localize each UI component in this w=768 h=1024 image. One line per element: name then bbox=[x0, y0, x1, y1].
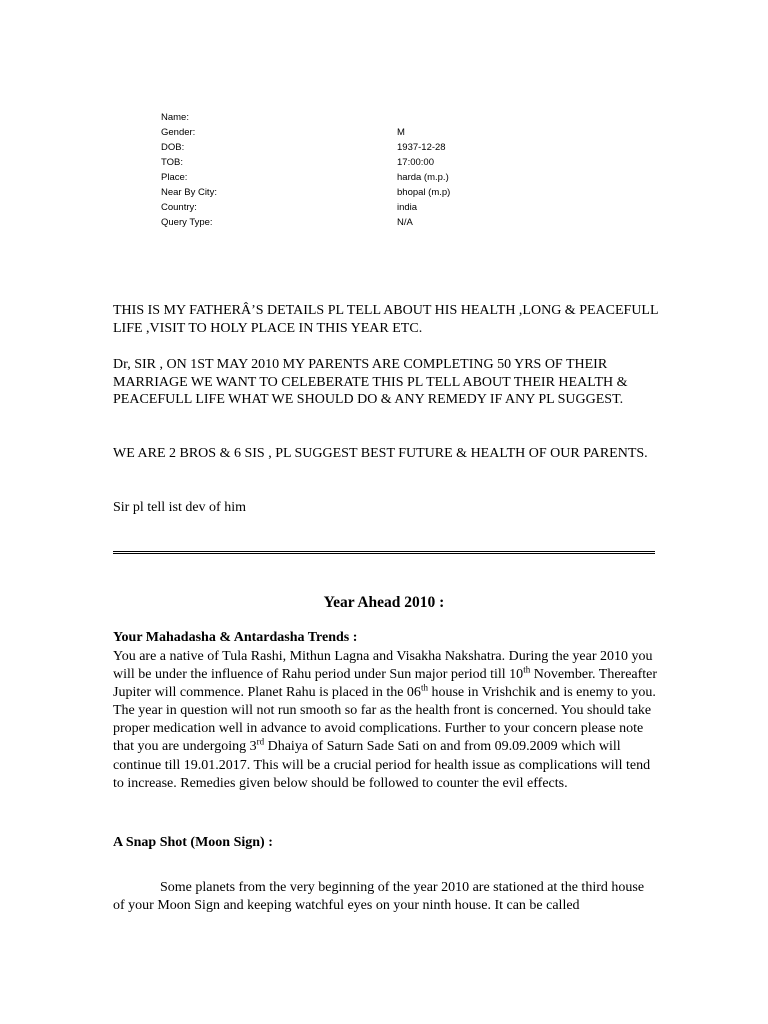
detail-value bbox=[397, 110, 481, 125]
detail-label: DOB: bbox=[161, 142, 185, 153]
detail-label: Country: bbox=[161, 202, 197, 213]
detail-row-gender bbox=[161, 125, 481, 140]
detail-value: india bbox=[397, 202, 418, 213]
detail-value: N/A bbox=[397, 217, 413, 228]
ordinal-suffix: th bbox=[523, 664, 531, 675]
mahadasha-paragraph bbox=[113, 648, 658, 793]
mahadasha-text-4: Dhaiya of Saturn Sade Sati on and from 09.09.2009 which will continue till 19.01.2017. This will be a crucial period for health issue as complications will tend to increase. Remedies given below should be followed to counter the evil effects. bbox=[113, 739, 651, 791]
snapshot-paragraph: Some planets from the very beginning of the year 2010 are stationed at the third house of your Moon Sign and keeping watchful eyes on your ninth house. It can be called bbox=[113, 880, 645, 914]
detail-value: M bbox=[397, 127, 405, 138]
mahadasha-text-1: You are a native of Tula Rashi, Mithun Lagna and Visakha Nakshatra. During the year 2010 you will be under the influence of Rahu period under Sun major period till 10 bbox=[113, 649, 653, 683]
detail-value: 17:00:00 bbox=[397, 157, 434, 168]
detail-row-dob bbox=[161, 140, 481, 155]
ordinal-suffix: rd bbox=[256, 736, 265, 747]
detail-row-name bbox=[161, 110, 481, 125]
mahadasha-heading: Your Mahadasha & Antardasha Trends : bbox=[113, 630, 358, 645]
section-divider bbox=[113, 551, 655, 554]
detail-row-place bbox=[161, 170, 481, 185]
detail-value: bhopal (m.p) bbox=[397, 187, 451, 198]
mahadasha-text-3: house in Vrishchik and is enemy to you. The year in question will not run smooth so far as the health front is concerned. You should take proper medication well in advance to avoid complications. Further to your concern please note that you are undergoing 3 bbox=[113, 685, 656, 755]
snapshot-heading: A Snap Shot (Moon Sign) : bbox=[113, 835, 273, 850]
query-paragraph-4: Sir pl tell ist dev of him bbox=[113, 500, 246, 515]
birth-details-table bbox=[161, 110, 481, 230]
query-paragraph-3: WE ARE 2 BROS & 6 SIS , PL SUGGEST BEST FUTURE & HEALTH OF OUR PARENTS. bbox=[113, 446, 648, 461]
query-paragraph-2: Dr, SIR , ON 1ST MAY 2010 MY PARENTS ARE COMPLETING 50 YRS OF THEIR MARRIAGE WE WANT TO CELEBERATE THIS PL TELL ABOUT THEIR HEALTH & PEACEFULL LIFE WHAT WE SHOULD DO & ANY REMEDY IF ANY PL SUGGEST. bbox=[113, 357, 628, 407]
detail-label: Near By City: bbox=[161, 187, 217, 198]
report-title: Year Ahead 2010 : bbox=[323, 594, 445, 611]
detail-row-query-type bbox=[161, 215, 481, 230]
detail-label: Name: bbox=[161, 112, 189, 123]
detail-value: 1937-12-28 bbox=[397, 142, 446, 153]
detail-row-near-by-city bbox=[161, 185, 481, 200]
detail-label: Query Type: bbox=[161, 217, 213, 228]
query-paragraph-1: THIS IS MY FATHERÂ’S DETAILS PL TELL ABOUT HIS HEALTH ,LONG & PEACEFULL LIFE ,VISIT TO HOLY PLACE IN THIS YEAR ETC. bbox=[113, 303, 659, 336]
detail-label: TOB: bbox=[161, 157, 183, 168]
detail-row-tob bbox=[161, 155, 481, 170]
mahadasha-text-2: November. Thereafter Jupiter will commence. Planet Rahu is placed in the 06 bbox=[113, 667, 658, 701]
detail-label: Place: bbox=[161, 172, 188, 183]
ordinal-suffix: th bbox=[420, 682, 428, 693]
detail-row-country bbox=[161, 200, 481, 215]
detail-label: Gender: bbox=[161, 127, 196, 138]
detail-value: harda (m.p.) bbox=[397, 172, 449, 183]
